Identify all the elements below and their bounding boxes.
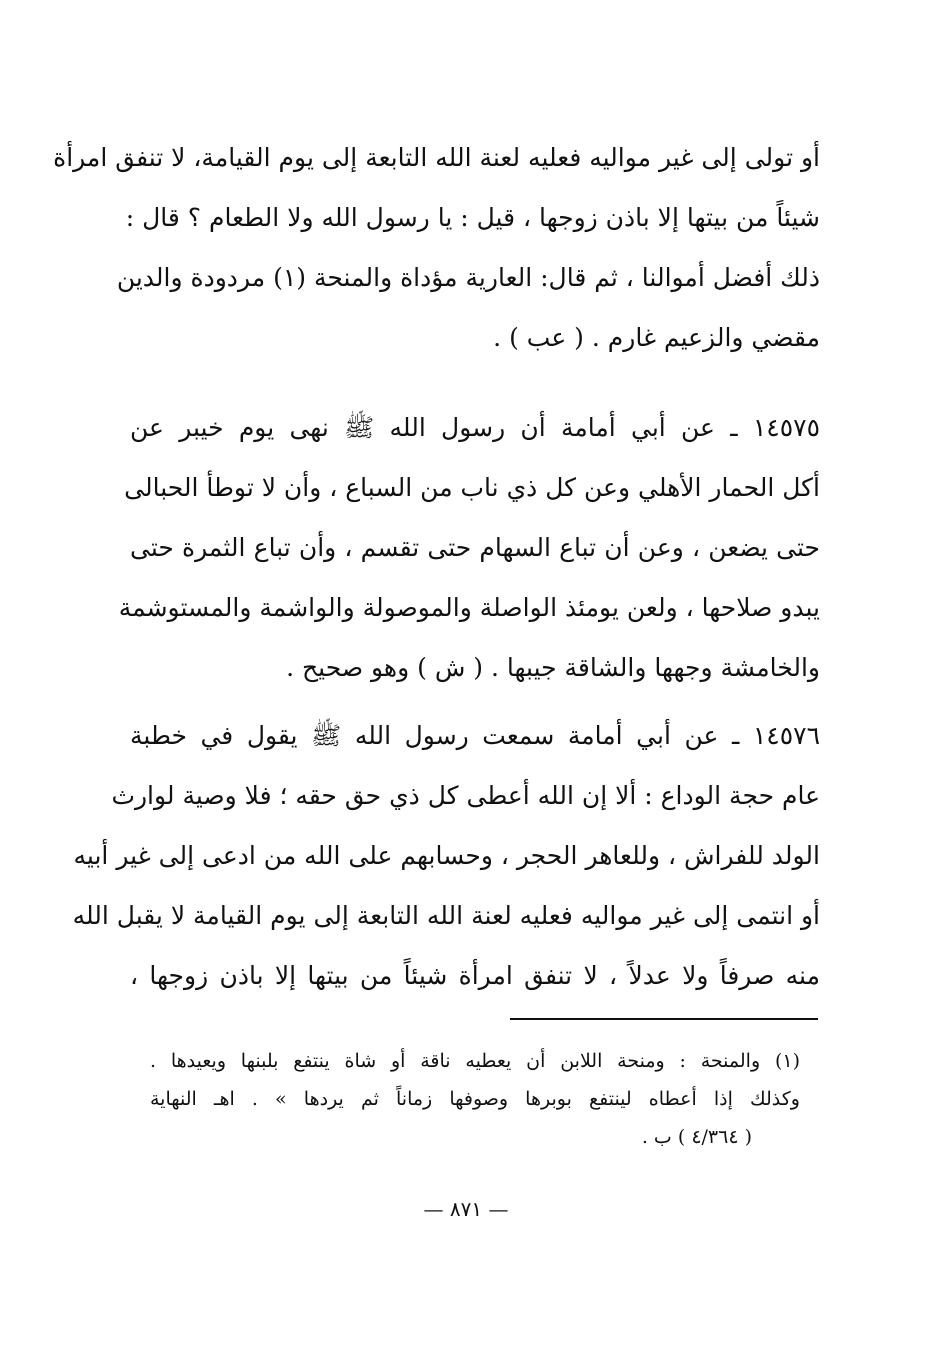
text-line: أو انتمى إلى غير مواليه فعليه لعنة الله التابعة إلى يوم القيامة لا يقبل الله — [72, 901, 820, 930]
footnote — [150, 1042, 800, 1156]
text-line: ١٤٥٧٥ ـ عن أبي أمامة أن رسول الله ﷺ نهى يوم خيبر عن — [130, 413, 820, 442]
text-line: والخامشة وجهها والشاقة جيبها . ( ش ) وهو صحيح . — [286, 653, 820, 682]
footnote-line: (١) والمنحة : ومنحة اللابن أن يعطيه ناقة أو شاة ينتفع بلبنها ويعيدها . — [150, 1050, 801, 1072]
text-line: الولد للفراش ، وللعاهر الحجر ، وحسابهم على الله من ادعى إلى غير أبيه — [73, 841, 820, 870]
hadith-14576 — [72, 706, 820, 1006]
text-line: شيئاً من بيتها إلا باذن زوجها ، قيل : يا رسول الله ولا الطعام ؟ قال : — [125, 203, 820, 232]
text-line: ١٤٥٧٦ ـ عن أبي أمامة سمعت رسول الله ﷺ يقول في خطبة — [130, 721, 820, 750]
text-line: أكل الحمار الأهلي وعن كل ذي ناب من السباع ، وأن لا توطأ الحبالى — [124, 473, 820, 502]
footnote-line: وكذلك إذا أعطاه لينتفع بوبرها وصوفها زماناً ثم يردها » . اهـ النهاية — [150, 1088, 800, 1110]
text-line: حتى يضعن ، وعن أن تباع السهام حتى تقسم ، وأن تباع الثمرة حتى — [130, 533, 820, 562]
hadith-14575 — [118, 398, 820, 698]
text-line: يبدو صلاحها ، ولعن يومئذ الواصلة والموصولة والواشمة والمستوشمة — [118, 593, 820, 622]
text-line: أو تولى إلى غير مواليه فعليه لعنة الله التابعة إلى يوم القيامة، لا تنفق امرأة — [53, 143, 820, 172]
text-line: منه صرفاً ولا عدلاً ، لا تنفق امرأة شيئاً من بيتها إلا باذن زوجها ، — [130, 961, 820, 990]
page-number: — ٨٧١ — — [423, 1197, 509, 1221]
footnote-line: ( ٤/٣٦٤ ) ب . — [641, 1126, 752, 1148]
paragraph-continuation — [53, 128, 820, 368]
text-line: عام حجة الوداع : ألا إن الله أعطى كل ذي حق حقه ؛ فلا وصية لوارث — [111, 781, 820, 810]
footnote-divider — [510, 1018, 818, 1020]
text-line: ذلك أفضل أموالنا ، ثم قال: العارية مؤداة والمنحة (١) مردودة والدين — [116, 263, 820, 292]
text-line: مقضي والزعيم غارم . ( عب ) . — [493, 323, 820, 352]
